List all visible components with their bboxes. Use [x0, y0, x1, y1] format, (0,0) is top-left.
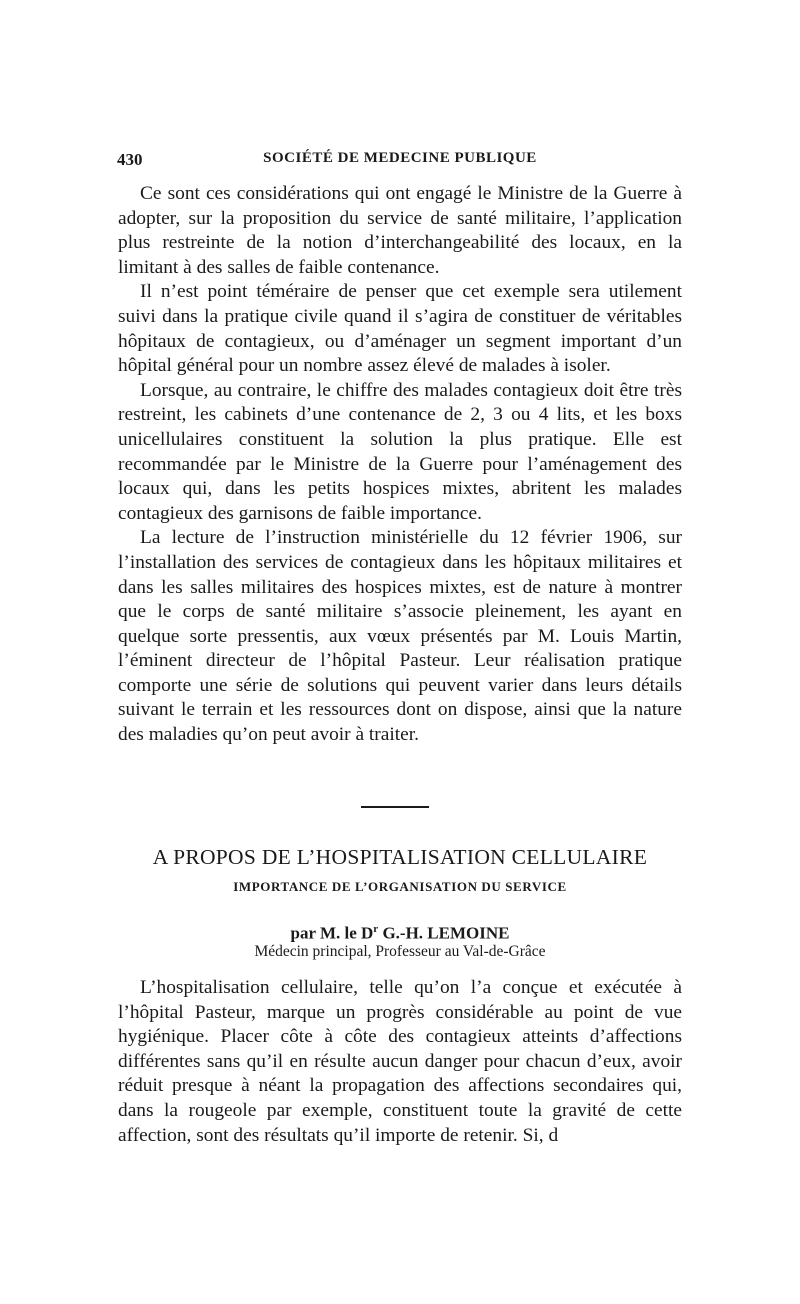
running-title: SOCIÉTÉ DE MEDECINE PUBLIQUE: [263, 150, 537, 166]
paragraph: La lecture de l’instruction ministérielle du 12 février 1906, sur l’installation des services de contagieux dans les hôpitaux militaires et dans les salles militaires des hospices mixtes, est de nature à montrer que le corps de santé militaire s’associe pleinement, les ayant en quelque sorte pressentis, aux vœux présentés par M. Louis Martin, l’éminent directeur de l’hôpital Pasteur. Leur réalisation pratique comporte une série de solutions qui peuvent varier dans leurs détails suivant le terrain et les ressources dont on dispose, ainsi que la nature des maladies qu’on peut avoir à traiter.: [118, 527, 682, 746]
author-name: G.-H. LEMOINE: [378, 923, 510, 943]
author-prefix: par M. le D: [290, 923, 374, 943]
page-number: 430: [117, 150, 143, 169]
paragraph: L’hospitalisation cellulaire, telle qu’on l’a conçue et exécutée à l’hôpital Pasteur, marque un progrès considérable au point de vue hygiénique. Placer côte à côte des contagieux atteints d’affections différentes sans qu’il en résulte aucun danger pour chacun d’eux, avoir réduit presque à néant la propagation des affections secondaires qui, dans la rougeole par exemple, constituent toute la gravité de cette affection, sont des résultats qu’il importe de retenir. Si, d: [118, 977, 682, 1146]
article-subtitle: IMPORTANCE DE L’ORGANISATION DU SERVICE: [233, 879, 567, 894]
author-role: Médecin principal, Professeur au Val-de-Grâce: [254, 943, 546, 960]
author-title-superscript: r: [373, 923, 379, 935]
section-divider: [361, 806, 429, 808]
paragraph: Ce sont ces considérations qui ont engagé le Ministre de la Guerre à adopter, sur la proposition du service de santé militaire, l’application plus restreinte de la notion d’interchangeabilité des locaux, en la limitant à des salles de faible contenance.: [118, 183, 682, 278]
article-title: A PROPOS DE L’HOSPITALISATION CELLULAIRE: [152, 845, 648, 869]
paragraph: Lorsque, au contraire, le chiffre des malades contagieux doit être très restreint, les cabinets d’une contenance de 2, 3 ou 4 lits, et les boxs unicellulaires constituent la solution la plus pratique. Elle est recommandée par le Ministre de la Guerre pour l’aménagement des locaux qui, dans les petits hospices mixtes, abritent les malades contagieux des garnisons de faible importance.: [118, 379, 682, 524]
paragraph: Il n’est point téméraire de penser que cet exemple sera utilement suivi dans la pratique civile quand il s’agira de constituer de véritables hôpitaux de contagieux, ou d’aménager un segment important d’un hôpital général pour un nombre assez élevé de malades à isoler.: [118, 281, 682, 377]
running-head: [117, 150, 683, 174]
author-line: [118, 918, 682, 945]
previous-article-text: [118, 182, 682, 748]
article-body-text: [118, 976, 682, 1148]
